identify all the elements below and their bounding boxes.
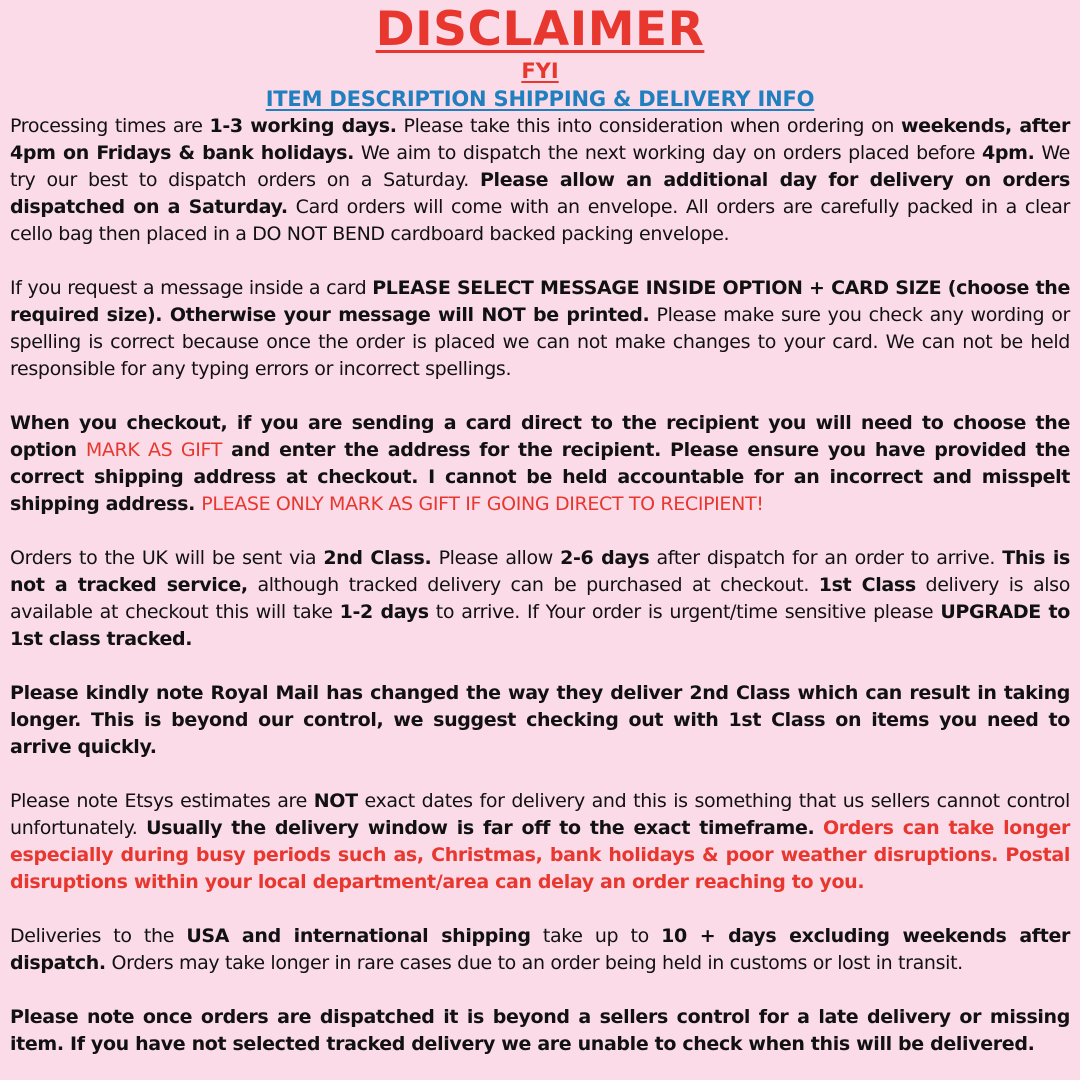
- text-segment-bold: and enter the address for the recipient. Please ensure you have provided the correct shipping address at checkout. I cannot be held accountable for an incorrect and misspelt shipping address.: [10, 439, 1070, 515]
- subtitle: FYI: [521, 59, 559, 83]
- final-paragraph: [10, 1004, 1070, 1058]
- text-segment-bold: UPGRADE to 1st class tracked.: [10, 601, 1070, 650]
- text-segment: Orders to the UK will be sent via: [10, 547, 324, 569]
- uk-shipping-paragraph: [10, 545, 1070, 653]
- header: [10, 0, 1070, 113]
- text-segment-red-bold: Orders can take longer especially during busy periods such as, Christmas, bank holidays & poor weather disruptions. Postal disruptions within your local department/area can delay an order reaching to you.: [10, 817, 1070, 893]
- text-segment-bold: weekends, after 4pm on Fridays & bank holidays.: [10, 115, 1070, 164]
- text-segment: Please note Etsys estimates are: [10, 790, 314, 812]
- text-segment-bold: 1st Class: [818, 574, 916, 596]
- text-segment: We aim to dispatch the next working day on orders placed before: [354, 142, 983, 164]
- page-title: DISCLAIMER: [375, 2, 705, 57]
- processing-paragraph: [10, 113, 1070, 248]
- text-segment-bold: PLEASE SELECT MESSAGE INSIDE OPTION + CARD SIZE (choose the required size). Otherwise your message will NOT be printed.: [10, 277, 1070, 326]
- text-segment-bold: Usually the delivery window is far off to the exact timeframe.: [146, 817, 815, 839]
- text-segment-bold: 4pm.: [982, 142, 1035, 164]
- text-segment: although tracked delivery can be purchased at checkout.: [247, 574, 819, 596]
- etsy-estimates-paragraph: [10, 788, 1070, 896]
- text-segment-bold: 10 + days excluding weekends after dispatch.: [10, 925, 1070, 974]
- text-segment-bold: NOT: [313, 790, 358, 812]
- text-segment: If you request a message inside a card: [10, 277, 373, 299]
- text-segment-bold: Please note once orders are dispatched it is beyond a sellers control for a late delivery or missing item. If you have not selected tracked delivery we are unable to check when this will be delivered.: [10, 1006, 1070, 1055]
- text-segment: Deliveries to the: [10, 925, 187, 947]
- text-segment: exact dates for delivery and this is something that us sellers cannot control unfortunately.: [10, 790, 1070, 839]
- text-segment: after dispatch for an order to arrive.: [649, 547, 1003, 569]
- text-segment: Card orders will come with an envelope. All orders are carefully packed in a clear cello bag then placed in a DO NOT BEND cardboard backed packing envelope.: [10, 196, 1070, 245]
- text-segment-bold: 2nd Class.: [323, 547, 432, 569]
- section-heading: ITEM DESCRIPTION SHIPPING & DELIVERY INFO: [265, 87, 815, 111]
- text-segment: [814, 817, 823, 839]
- text-segment-bold: When you checkout, if you are sending a card direct to the recipient you will need to choose the option: [10, 412, 1070, 461]
- text-segment-red: MARK AS GIFT: [85, 439, 223, 461]
- text-segment: Please make sure you check any wording or spelling is correct because once the order is placed we can not make changes to your card. We can not be held responsible for any typing errors or incorrect spellings.: [10, 304, 1070, 380]
- royal-mail-paragraph: [10, 680, 1070, 761]
- text-segment: Please allow: [431, 547, 561, 569]
- gift-paragraph: [10, 410, 1070, 518]
- text-segment-bold: Please allow an additional day for delivery on orders dispatched on a Saturday.: [10, 169, 1070, 218]
- text-segment-bold: 1-2 days: [339, 601, 429, 623]
- text-segment-bold: 2-6 days: [560, 547, 650, 569]
- text-segment: delivery is also available at checkout this will take: [10, 574, 1070, 623]
- international-paragraph: [10, 923, 1070, 977]
- text-segment-red: PLEASE ONLY MARK AS GIFT IF GOING DIRECT TO RECIPIENT!: [201, 493, 764, 515]
- text-segment-bold: 1-3 working days.: [209, 115, 397, 137]
- text-segment: take up to: [530, 925, 662, 947]
- text-segment-bold: USA and international shipping: [186, 925, 531, 947]
- message-paragraph: [10, 275, 1070, 383]
- text-segment: Please take this into consideration when ordering on: [396, 115, 901, 137]
- text-segment-bold: This is not a tracked service,: [10, 547, 1070, 596]
- text-segment: to arrive. If Your order is urgent/time sensitive please: [428, 601, 941, 623]
- text-segment: Processing times are: [10, 115, 210, 137]
- text-segment: Orders may take longer in rare cases due to an order being held in customs or lost in transit.: [105, 952, 963, 974]
- text-segment-bold: Please kindly note Royal Mail has changed the way they deliver 2nd Class which can result in taking longer. This is beyond our control, we suggest checking out with 1st Class on items you need to arrive quickly.: [10, 682, 1070, 758]
- text-segment: We try our best to dispatch orders on a Saturday.: [10, 142, 1070, 191]
